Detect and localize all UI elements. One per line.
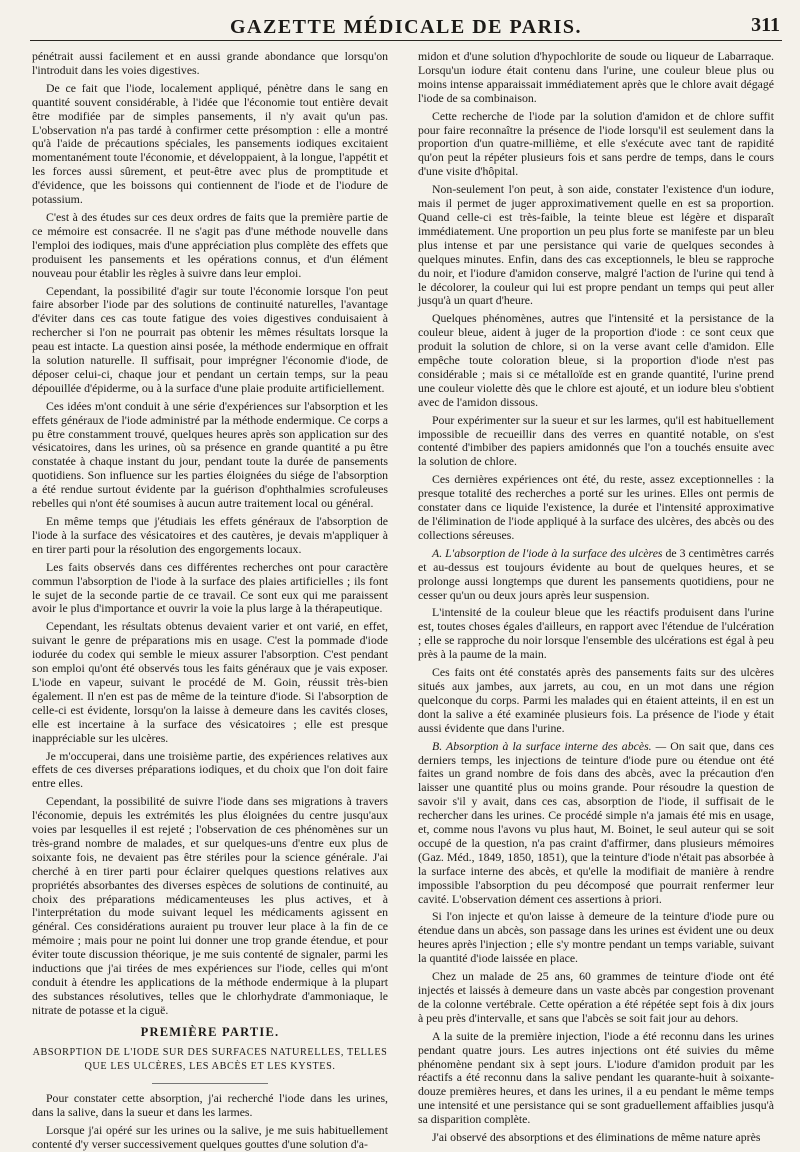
- paragraph: De ce fait que l'iode, localement appliqué, pénètre dans le sang en quantité souvent considérable, à l'idée que l'économie tout entière devait être modifiée par de simples pansements, il n'y avait qu'un pas. L'observation n'a pas tardé à confirmer cette présomption : elle a montré qu'à l'aide de précautions spéciales, les pansements iodiques excitaient momentanément toute l'économie, et développaient, à la longue, l'appétit et les forces aussi sûrement, et peut-être avec plus de promptitude et d'évidence, que les boissons qui contiennent de l'iode et de l'iodure de potassium.: [32, 80, 388, 207]
- paragraph: Chez un malade de 25 ans, 60 grammes de teinture d'iode ont été injectés et laissés à demeure dans un vaste abcès par congestion provenant de la colonne vertébrale. Cette opération a été répétée sept fois à dix jours à peu près d'intervalle, et sans que l'abcès se soit fait jour au dehors.: [418, 969, 774, 1025]
- paragraph: Ces idées m'ont conduit à une série d'expériences sur l'absorption et les effets généraux de l'iode administré par la méthode endermique. Ce corps a pu être constamment trouvé, quelques heures après son application sur des vésicatoires, dans les urines, où sa présence en grande quantité a pu être constatée à chaque instant du jour, pendant toute la durée de pansements quotidiens. Son influence sur les parties éloignées du siége de l'absorption a été rendue surtout évidente par la guérison d'ophthalmies scrofuleuses rebelles qui n'ont été soumises à aucun autre traitement local ou général.: [32, 398, 388, 511]
- paragraph: C'est à des études sur ces deux ordres de faits que la première partie de ce mémoire est consacrée. Il ne s'agit pas d'une méthode nouvelle dans l'emploi des iodiques, mais d'une appréciation plus complète des effets que produisent les pansements et les opérations connus, et d'un élément nouveau pour établir les règles à suivre dans leur emploi.: [32, 209, 388, 280]
- part-title: PREMIÈRE PARTIE.: [140, 1024, 280, 1039]
- paragraph: Cependant, les résultats obtenus devaient varier et ont varié, en effet, suivant le genre de préparations mis en usage. C'est la pommade d'iode iodurée du codex qui semble le mieux assurer l'absorption. C'est pendant son emploi qu'ont été observés tous les faits généraux que je vais exposer. L'iode en vapeur, suivant le procédé de M. Goin, réussit très-bien également. Il n'en est pas de même de la teinture d'iode. Si l'absorption de celle-ci est évidente, lorsqu'on la laisse à demeure dans les cavités closes, elle est incertaine à la surface des vésicatoires ; elle est presque inappréciable sur les ulcères.: [32, 619, 388, 745]
- paragraph: Cependant, la possibilité d'agir sur toute l'économie lorsque l'on peut faire absorber l'iode par des solutions de continuité naturelles, l'avantage d'éviter dans ces cas toute fatigue des voies digestives conduisaient à rechercher si l'on ne pourrait pas obtenir les mêmes résultats lorsque la peau est intacte. La question ainsi posée, la méthode endermique en offrait la solution naturelle. Il suffisait, pour imprégner l'économie d'iode, de déposer celui-ci, chaque jour et pendant un certain temps, sur la peau dépouillée d'épiderme, ou à la surface d'une plaie produite artificiellement.: [32, 283, 388, 395]
- paragraph: Je m'occuperai, dans une troisième partie, des expériences relatives aux effets de ces diverses préparations iodiques, et du choix que l'on doit faire entre elles.: [32, 748, 388, 791]
- paragraph: midon et d'une solution d'hypochlorite de soude ou liqueur de Labarraque. Lorsqu'un iodure était contenu dans l'urine, une couleur bleue plus ou moins intense apparaissait immédiatement après que le chlore avait dégagé l'iode de sa combinaison.: [418, 49, 774, 105]
- page-header: [30, 10, 782, 41]
- paragraph: Pour expérimenter sur la sueur et sur les larmes, qu'il est habituellement impossible de recueillir dans des verres en quantité notable, on s'est contenté d'imbiber des papiers amidonnés que l'on a touchés ensuite avec la solution de chlore.: [418, 412, 774, 469]
- paragraph: Ces dernières expériences ont été, du reste, assez exceptionnelles : la presque totalité des recherches a porté sur les urines. Elles ont permis de constater dans ce liquide l'existence, la durée et l'intensité approximative de l'élimination de l'iode appliqué à la surface des ulcères, des abcès ou des collections séreuses.: [418, 472, 774, 542]
- paragraph: Non-seulement l'on peut, à son aide, constater l'existence d'un iodure, mais il permet de juger approximativement quelle en est sa proportion. Quand celle-ci est très-faible, la teinte bleue est légère et disparaît immédiatement. Une proportion un peu plus forte se manifeste par un bleu plus intense et par une persistance qui varie de quelques secondes à quelques minutes. Enfin, dans des cas exceptionnels, le bleu se rapproche du noir, et l'iodure d'amidon conserve, malgré l'action de l'urine qui tend à le décolorer, la couleur qui lui est propre pendant un temps qui peut aller jusqu'à un quart d'heure.: [418, 182, 774, 308]
- left-column: [32, 49, 388, 1152]
- subsection-a-text: de 3 centimètres carrés et au-dessus est toujours évidente au bout de quelques heures, et se prolonge aussi longtemps que durent les pansements quotidiens, pour ne cesser qu'un ou deux jours après leur suspension.: [418, 545, 774, 602]
- paragraph: Pour constater cette absorption, j'ai recherché l'iode dans les urines, dans la salive, dans la sueur et dans les larmes.: [32, 1091, 388, 1120]
- paragraph: pénétrait aussi facilement et en aussi grande abondance que lorsqu'on l'introduit dans les voies digestives.: [32, 49, 388, 77]
- paragraph: Cependant, la possibilité de suivre l'iode dans ses migrations à travers l'économie, depuis les extrémités les plus éloignées du centre jusqu'aux voies par lesquelles il est rejeté ; l'observation de ces phénomènes sur un très-grand nombre de malades, et sur quelques-uns d'entre eux plus de soixante fois, ne devaient pas être stériles pour la science générale. J'ai cherché à en tirer parti pour éclairer quelques questions relatives aux propriétés absorbantes des diverses espèces de solutions de continuité, au choix des préparations médicamenteuses les plus actives, et à l'interprétation du mode suivant lequel les médicaments agissent en général. Ces considérations auraient pu trouver leur place à la fin de ce mémoire ; mais pour ne point lui donner une trop grande étendue, et pour éviter toute discussion théorique, je me suis contenté de signaler, parmi les inductions que j'ai tirées de mes expériences sur l'iode, celles qui m'ont conduit à étendre les applications de la méthode endermique à la plupart des substances résolutives, telles que le chlorhydrate d'ammoniaque, le nitrate de potasse et la ciguë.: [32, 794, 388, 1017]
- page-number: 311: [751, 14, 780, 36]
- paragraph: Si l'on injecte et qu'on laisse à demeure de la teinture d'iode pure ou étendue dans un abcès, son passage dans les urines est évident une ou deux heures après l'injection ; elle s'y montre pendant un temps variable, suivant la quantité d'iode laissée en place.: [418, 909, 774, 966]
- paragraph: L'intensité de la couleur bleue que les réactifs produisent dans l'urine est, toutes choses égales d'ailleurs, en rapport avec l'étendue de l'ulcération ; elle se rapproche du noir lorsque l'ensemble des ulcérations est égal à peu près à la paume de la main.: [418, 605, 774, 662]
- journal-title: GAZETTE MÉDICALE DE PARIS.: [229, 16, 583, 38]
- separator-rule: [152, 1083, 268, 1084]
- paragraph: Ces faits ont été constatés après des pansements faits sur des ulcères situés aux jambes, aux jarrets, au cou, en un mot dans une région quelconque du corps. Parmi les malades qui en étaient atteints, il en est un dont la salive a été examinée plusieurs fois. La présence de l'iode y était aussi évidente que dans l'urine.: [418, 665, 774, 735]
- section-title: ABSORPTION DE L'IODE SUR DES SURFACES NATURELLES, TELLES QUE LES ULCÈRES, LES ABCÈS ET LES KYSTES.: [32, 1046, 388, 1072]
- subsection-b: [418, 740, 774, 907]
- subsection-a-heading: A. L'absorption de l'iode à la surface des ulcères: [432, 545, 663, 560]
- subsection-a: [418, 547, 774, 603]
- subsection-b-heading: B. Absorption à la surface interne des abcès. —: [432, 738, 667, 753]
- subsection-b-text: On sait que, dans ces derniers temps, les injections de teinture d'iode pure ou étendue ont été faites un grand nombre de fois dans des abcès, avec la précaution d'en laisser une quantité plus ou moins grande. Pour résoudre la question de savoir s'il y avait, dans ces cas, absorption de l'iode, il suffisait de le rechercher dans les urines. Ce procédé simple n'a jamais été mis en usage, et, comme nous l'avons vu plus haut, M. Boinet, le seul auteur qui se soit occupé de la question, n'a pas craint d'affirmer, dans plusieurs mémoires (Gaz. Méd., 1849, 1850, 1851), que la teinture d'iode n'était pas absorbée à la surface interne des abcès, et qu'elle la modifiait de manière à rendre impossible l'absorption du peu décomposé que pourrait renfermer leur cavité. L'observation dément ces assertions à priori.: [418, 738, 775, 906]
- right-column: [418, 49, 775, 1145]
- paragraph: Les faits observés dans ces différentes recherches ont pour caractère commun l'absorption de l'iode à la surface des plaies artificielles ; ils font le sujet de la seconde partie de ce travail. Ce sont eux qui me paraissent avoir le plus d'importance et ouvrir la voie la plus large à la thérapeutique.: [32, 559, 388, 616]
- paragraph: Lorsque j'ai opéré sur les urines ou la salive, je me suis habituellement contenté d'y verser successivement quelques gouttes d'une solution d'a-: [32, 1123, 388, 1152]
- paragraph: En même temps que j'étudiais les effets généraux de l'absorption de l'iode à la surface des vésicatoires et des cautères, je devais m'appliquer à en tirer parti pour la résolution des engorgements locaux.: [32, 514, 388, 556]
- paragraph: A la suite de la première injection, l'iode a été reconnu dans les urines pendant quatre jours. Les autres injections ont été suivies du même phénomène pendant six à sept jours. L'iodure d'amidon produit par les réactifs a été reconnu dans la salive pendant les quarante-huit à soixante-douze premières heures, et dans les urines, il a eu pendant le même temps une intensité et une persistance qui se sont graduellement affaiblies jusqu'à sa disparition complète.: [418, 1028, 774, 1127]
- paragraph: Quelques phénomènes, autres que l'intensité et la persistance de la couleur bleue, aident à juger de la proportion d'iode : ce sont ceux que produit la solution de chlore, si on la verse avant celle d'amidon. Elle empêche toute coloration bleue, si la proportion d'iode n'est pas considérable ; mais si ce métalloïde est en grande quantité, l'urine prend une couleur violette dès que le chlore est ajouté, et un iodure bleu s'obtient avec de l'amidon dissous.: [418, 311, 774, 409]
- paragraph: J'ai observé des absorptions et des éliminations de même nature après: [432, 1130, 761, 1145]
- paragraph: Cette recherche de l'iode par la solution d'amidon et de chlore suffit pour faire reconnaître la présence de l'iode lorsqu'il est seulement dans la proportion d'un quatre-millième, et elle s'exécute avec tant de rapidité qu'on peut la répéter plusieurs fois et sans perdre de temps, dans le cours d'une visite d'hôpital.: [418, 108, 774, 179]
